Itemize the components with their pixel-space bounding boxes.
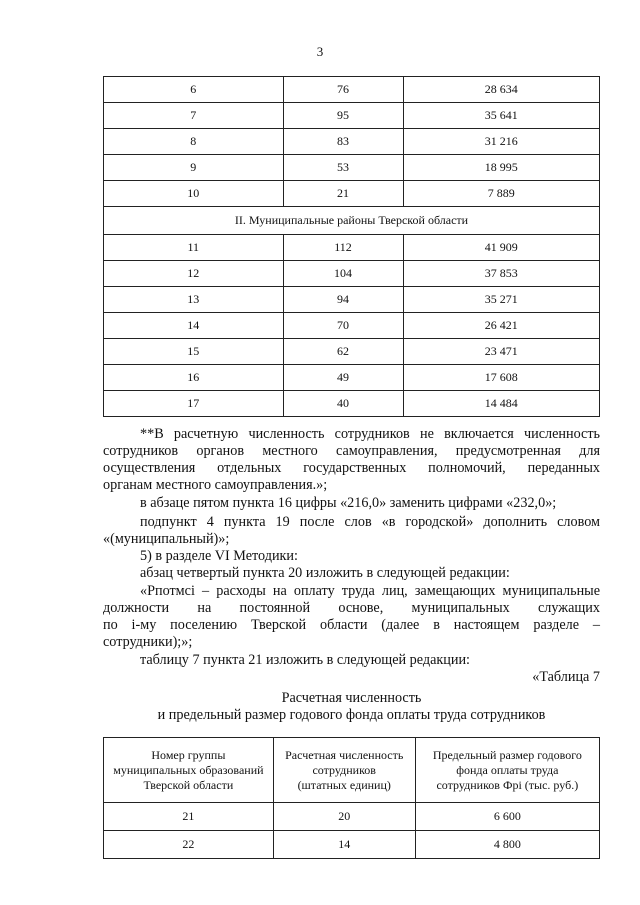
paragraph-line: должности на постоянной основе, муниципальных служащих xyxy=(103,600,600,616)
group-number-cell: 12 xyxy=(104,261,284,287)
group-number-cell: 10 xyxy=(104,181,284,207)
group-number-cell: 9 xyxy=(104,155,284,181)
paragraph-table-7: таблицу 7 пункта 21 изложить в следующей редакции: xyxy=(140,652,470,668)
header-group-number xyxy=(104,738,274,803)
table-header-row xyxy=(104,738,600,803)
headcount-cell: 76 xyxy=(283,77,403,103)
fund-cell: 18 995 xyxy=(403,155,599,181)
table-row xyxy=(104,103,600,129)
group-number-cell: 14 xyxy=(104,313,284,339)
fund-cell: 41 909 xyxy=(403,235,599,261)
table-row xyxy=(104,831,600,859)
table-row xyxy=(104,129,600,155)
footnote-line: сотрудников органов местного самоуправления, предусмотренная для xyxy=(103,443,600,459)
headcount-cell: 20 xyxy=(273,803,415,831)
headcount-cell: 14 xyxy=(273,831,415,859)
group-number-cell: 11 xyxy=(104,235,284,261)
paragraph-line: «(муниципальный)»; xyxy=(103,531,230,547)
headcount-cell: 94 xyxy=(283,287,403,313)
paragraph-line: «Рпотмсі – расходы на оплату труда лиц, замещающих муниципальные xyxy=(140,583,600,599)
headcount-cell: 49 xyxy=(283,365,403,391)
footnote-line: осуществления отдельных государственных полномочий, переданных xyxy=(103,460,600,476)
paragraph-definition xyxy=(103,583,600,651)
table-row xyxy=(104,77,600,103)
header-fund-limit xyxy=(415,738,599,803)
paragraph-item-19 xyxy=(103,514,600,548)
group-number-cell: 22 xyxy=(104,831,274,859)
group-number-cell: 6 xyxy=(104,77,284,103)
group-number-cell: 8 xyxy=(104,129,284,155)
table-row xyxy=(104,339,600,365)
headcount-cell: 112 xyxy=(283,235,403,261)
group-number-cell: 13 xyxy=(104,287,284,313)
table-7 xyxy=(103,737,600,859)
table-label: «Таблица 7 xyxy=(532,669,600,685)
fund-cell: 4 800 xyxy=(415,831,599,859)
group-number-cell: 16 xyxy=(104,365,284,391)
headcount-cell: 40 xyxy=(283,391,403,417)
headcount-cell: 104 xyxy=(283,261,403,287)
group-number-cell: 7 xyxy=(104,103,284,129)
fund-cell: 14 484 xyxy=(403,391,599,417)
page-number: 3 xyxy=(316,44,324,59)
table-row xyxy=(104,235,600,261)
headcount-cell: 95 xyxy=(283,103,403,129)
header-line: Предельный размер годового xyxy=(432,747,582,762)
fund-cell: 35 271 xyxy=(403,287,599,313)
header-line: сотрудников Фрі (тыс. руб.) xyxy=(436,777,579,792)
footnote-line: **В расчетную численность сотрудников не включается численность xyxy=(140,426,600,442)
fund-cell: 7 889 xyxy=(403,181,599,207)
fund-cell: 23 471 xyxy=(403,339,599,365)
fund-cell: 28 634 xyxy=(403,77,599,103)
table-title-line: и предельный размер годового фонда оплаты труда сотрудников xyxy=(157,707,546,723)
headcount-cell: 70 xyxy=(283,313,403,339)
fund-cell: 31 216 xyxy=(403,129,599,155)
paragraph-section-vi: 5) в разделе VI Методики: xyxy=(140,548,298,564)
paragraph-line: сотрудники);»; xyxy=(103,634,193,650)
header-line: (штатных единиц) xyxy=(297,777,391,792)
table-row xyxy=(104,261,600,287)
table-title-line: Расчетная численность xyxy=(281,690,422,706)
paragraph-item-16: в абзаце пятом пункта 16 цифры «216,0» заменить цифрами «232,0»; xyxy=(140,495,557,511)
table-row xyxy=(104,287,600,313)
headcount-cell: 83 xyxy=(283,129,403,155)
fund-cell: 17 608 xyxy=(403,365,599,391)
fund-cell: 26 421 xyxy=(403,313,599,339)
paragraph-item-20: абзац четвертый пункта 20 изложить в следующей редакции: xyxy=(140,565,510,581)
fund-cell: 37 853 xyxy=(403,261,599,287)
headcount-cell: 62 xyxy=(283,339,403,365)
table-row xyxy=(104,181,600,207)
section-row xyxy=(104,207,600,235)
section-title: II. Муниципальные районы Тверской области xyxy=(104,207,600,235)
paragraph-line: подпункт 4 пункта 19 после слов «в городской» дополнить словом xyxy=(140,514,600,530)
headcount-cell: 53 xyxy=(283,155,403,181)
table-row xyxy=(104,365,600,391)
header-headcount xyxy=(273,738,415,803)
footnote xyxy=(103,426,600,494)
fund-cell: 6 600 xyxy=(415,803,599,831)
header-line: Тверской области xyxy=(143,777,234,792)
header-line: Расчетная численность xyxy=(285,747,404,762)
paragraph-line: по і-му поселению Тверской области (далее в настоящем разделе – xyxy=(103,617,600,633)
group-number-cell: 15 xyxy=(104,339,284,365)
table-row xyxy=(104,313,600,339)
footnote-line: органам местного самоуправления.»; xyxy=(103,477,328,493)
headcount-cell: 21 xyxy=(283,181,403,207)
table-row xyxy=(104,803,600,831)
group-number-cell: 17 xyxy=(104,391,284,417)
group-number-cell: 21 xyxy=(104,803,274,831)
header-line: сотрудников xyxy=(312,762,376,777)
table-title xyxy=(103,690,600,724)
table-row xyxy=(104,391,600,417)
fund-cell: 35 641 xyxy=(403,103,599,129)
header-line: фонда оплаты труда xyxy=(456,762,559,777)
header-line: Номер группы xyxy=(151,747,226,762)
table-row xyxy=(104,155,600,181)
header-line: муниципальных образований xyxy=(113,762,264,777)
municipal-groups-table xyxy=(103,76,600,417)
